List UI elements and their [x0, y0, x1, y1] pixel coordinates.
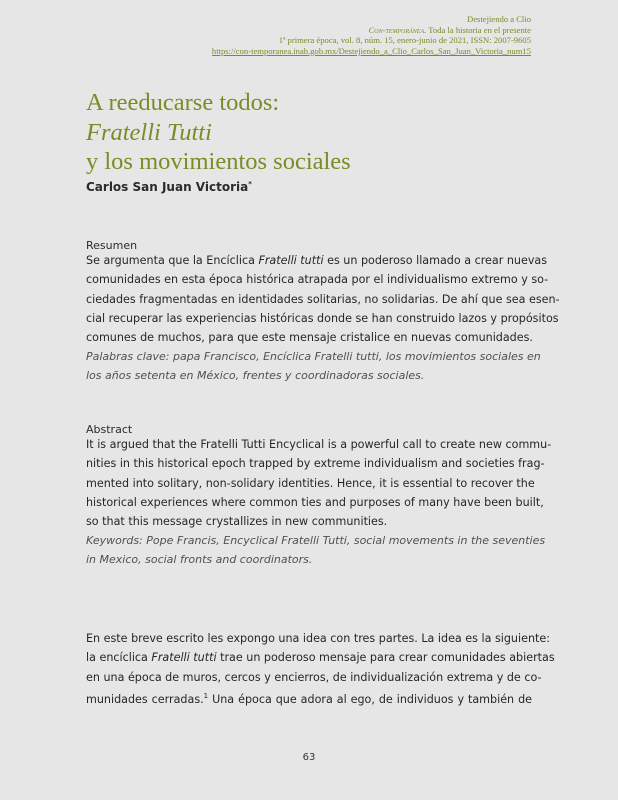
- journal-subtitle: Toda la historia en el presente: [426, 24, 531, 35]
- body-line: En este breve escrito les expongo una idea con tres partes. La idea es la siguiente:: [86, 632, 550, 645]
- title-line-1: A reeducarse todos:: [86, 89, 280, 116]
- abstract-line: It is argued that the Fratelli Tutti Encyclical is a powerful call to create new commu-: [86, 438, 552, 451]
- resumen-line: cial recuperar las experiencias históricas donde se han construido lazos y propósitos: [86, 311, 559, 325]
- header-section: Destejiendo a Clio: [467, 14, 531, 24]
- abstract-line: historical experiences where common ties and purposes of many have been built,: [86, 495, 544, 509]
- page-number: 63: [302, 752, 316, 763]
- resumen-paragraph: [86, 251, 560, 347]
- resumen-heading: Resumen: [86, 239, 138, 252]
- keywords-line: Keywords: Pope Francis, Encyclical Fratelli Tutti, social movements in the seventies: [86, 534, 546, 547]
- abstract-line: so that this message crystallizes in new communities.: [86, 515, 388, 529]
- body-line: munidades cerradas.$^1$ Una época que adora al ego, de individuos y también de: [86, 691, 532, 706]
- author-name: Carlos San Juan Victoria*: [86, 180, 252, 194]
- body-paragraph: [86, 629, 555, 709]
- keywords-line: in Mexico, social fronts and coordinators.: [86, 553, 313, 567]
- abstract-line: nities in this historical epoch trapped by extreme individualism and societies frag-: [86, 457, 545, 471]
- running-header: [212, 14, 531, 56]
- article-title: [86, 88, 536, 177]
- body-line: en una época de muros, cercos y encierros, de individualización extrema y de co-: [86, 670, 542, 684]
- abstract-line: mented into solitary, non-solidary identities. Hence, it is essential to recover the: [86, 476, 535, 490]
- keywords-line: Palabras clave: papa Francisco, Encíclica Fratelli tutti, los movimientos sociales en: [86, 350, 541, 363]
- keywords-line: los años setenta en México, frentes y coordinadoras sociales.: [86, 369, 425, 383]
- resumen-line: comunidades en esta época histórica atrapada por el individualismo extremo y so-: [86, 273, 549, 287]
- author-footnote-mark: *: [248, 180, 252, 188]
- journal-name: Con-temporánea.: [368, 24, 427, 35]
- footnote-ref[interactable]: 1: [203, 691, 209, 700]
- title-line-2: Fratelli Tutti: [86, 118, 212, 146]
- resumen-line: ciedades fragmentadas en identidades solitarias, no solidarias. De ahí que sea esen-: [86, 292, 560, 306]
- resumen-line: comunes de muchos, para que este mensaje cristalice en nuevas comunidades.: [86, 331, 533, 345]
- resumen-keywords: [86, 347, 541, 386]
- header-journal: [212, 25, 531, 36]
- abstract-heading: Abstract: [86, 423, 133, 436]
- body-line: la encíclica Fratelli tutti trae un poderoso mensaje para crear comunidades abiertas: [86, 651, 555, 665]
- header-volume: 1ª primera época, vol. 8, núm. 15, enero-junio de 2021, ISSN: 2007-9605: [278, 35, 531, 46]
- abstract-paragraph: [86, 435, 552, 531]
- article-url-link[interactable]: https://con-temporanea.inah.gob.mx/Destejiendo_a_Clio_Carlos_San_Juan_Victoria_num15: [211, 45, 531, 56]
- abstract-keywords: [86, 531, 546, 570]
- resumen-line: Se argumenta que la Encíclica Fratelli tutti es un poderoso llamado a crear nuevas: [86, 254, 548, 267]
- title-line-3: y los movimientos sociales: [86, 148, 351, 175]
